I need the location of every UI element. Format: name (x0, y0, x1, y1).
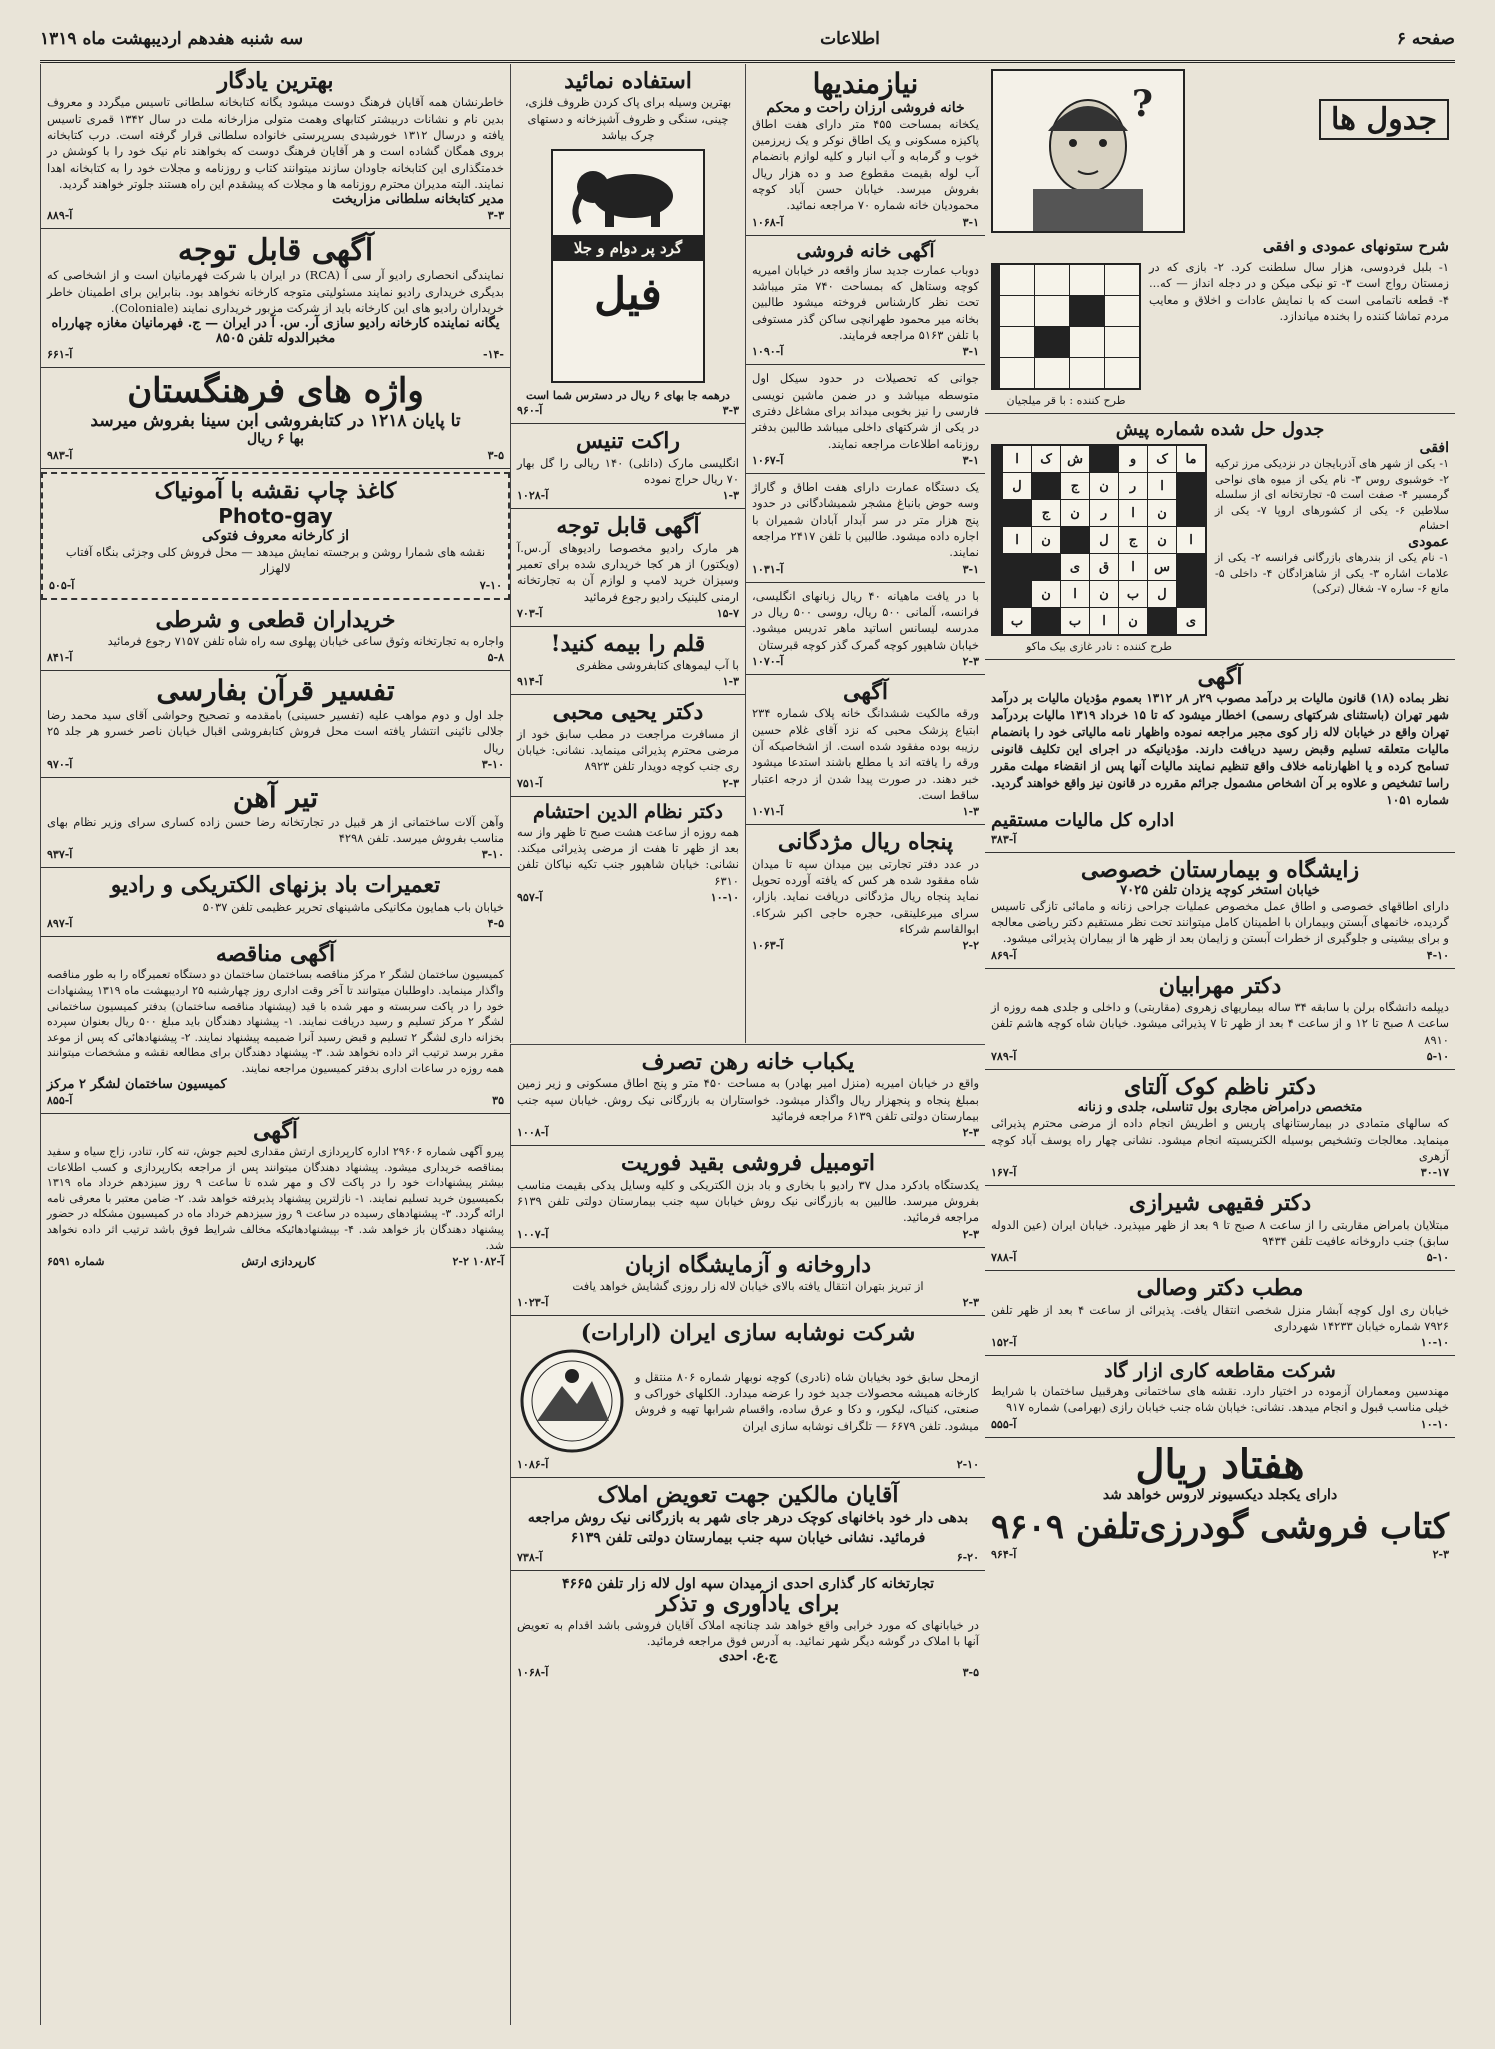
crossword-cell (1032, 473, 1060, 499)
crossword-cell: ا (1177, 527, 1205, 553)
crossword-cell: ا (1119, 554, 1147, 580)
fil-powder-package (551, 149, 705, 383)
radio-repair-ad: آگهی قابل توجه هر مارک رادیو مخصوصا رادیوهای آر.س.آ (ویکتور) از هر کجا خریداری شده برای تعمیر وسیزان خرید لامپ و لوازم آن به تجارتخانه ارمنی کلینیک رادیو رجوع فرمائید آ-۷۰۳ ۱۵-۷ (511, 509, 745, 627)
tender-notice-ad: آگهی مناقصه کمیسیون ساختمان لشگر ۲ مرکز مناقصه بساختمان ساختمان دو دستگاه تعمیرگاه را به طور مناقصه واگذار مینماید. داوطلبان میتوانند تا آخر وقت اداری روز چهارشنبه ۲۵ اردیبهشت ماه ۱۳۱۹ پیشنهادات خود را در پاکت سربسته و مهر شده با قید (پیشنهاد مناقصه ساختمان) بدفتر کمیسیون ساختمانی لشگر ۲ مرکز تسلیم و رسید دریافت نمایند. ۱- پیشنهاد دهندگان باید مبلغ ۵۰۰ ریال بعنوان سپرده بخزانه داری لشگر ۲ تسلیم و قبض رسید آنرا ضمیمه پیشنهاد نمایند. ۲- پیشنهادهائی که پس از موعد مقرر برسد ترتیب اثر داده نخواهد شد. ۳- پیشنهاد دهندگان برای مطالعه نقشه و مشخصات میتوانند همه روزه در ساعات اداری بدفتر کمیسیون مراجعه نمایند. کمیسیون ساختمان لشگر ۲ مرکز آ-۸۵۵ ۳۵ (41, 937, 510, 1114)
hospital-address: خیابان استخر کوچه یزدان تلفن ۷۰۲۵ (1120, 882, 1320, 898)
crossword-cell (1061, 527, 1089, 553)
job-ad: جوانی که تحصیلات در حدود سیکل اول متوسطه میباشد و در ضمن ماشین نویسی فارسی را نیز بخوبی میداند برای مشاغل دفتری در یکی از شرکتهای داخلی میباشد طالبین بدفتر روزنامه اطلاعات مراجعه نمایند. آ-۱۰۶۷ ۳-۱ (746, 365, 985, 474)
doctor-faghihi-ad: دکتر فقیهی شیرازی مبتلایان بامراض مقاربتی را از ساعت ۸ صبح تا ۹ بعد از ظهر میپذیرد. خیابان ایران (عین الدوله سابق) جنب داروخانه عافیت تلفن ۹۴۳۴ آ-۷۸۸ ۵-۱۰ (985, 1186, 1455, 1271)
mortgage-house-ad: یکباب خانه رهن تصرف واقع در خیابان امیریه (منزل امیر بهادر) به مساحت ۴۵۰ متر و پنج اطاق مسکونی و زیر زمین بمبلغ پنجاه و پنجهزار ریال واگذار میشود. خواستاران به بازرگانی نیک روش. خیابان سپه جنب بیمارستان دولتی تلفن ۶۱۳۹ مراجعه فرمائید آ-۱۰۰۸ ۲-۳ (511, 1045, 985, 1146)
tax-notice-body: نظر بماده (۱۸) قانون مالیات بر درآمد مصوب ۲۹ر ۸ر ۱۳۱۲ بعموم مؤدیان مالیات بر درآمد شهر تهران (باستثنای شرکتهای رسمی) اخطار میشود که تا ۱۵ خرداد ۱۳۱۹ مالیات بردرآمد تهران واقع در خیابان لاله زار کوی مجبر مراجعه نموده واظهار نامه مالیاتی خود را بانضمام مالیات متعلقه تسلیم وقبض رسید دریافت دارند. مؤدیانیکه در اجرای این تکلیف قانونی تسامح کرده و یا اظهارنامه خلاف واقع تنظیم نمایند مالیات آنها پس از انقضاء مهلت مقرر راسا تشخیص و علاوه بر آن اشخاص مشمول جرائم مقرره در قانون نیز واقع خواهند گردید. شماره ۱۰۵۱ (991, 691, 1449, 808)
crossword-cell: ا (1090, 608, 1118, 634)
crossword-cell (1177, 500, 1205, 526)
crossword-cell: ن (1148, 527, 1176, 553)
across-clues: ۱- یکی از شهر های آذربایجان در نزدیکی مرز ترکیه ۲- خوشبوی روس ۳- نام یکی از میوه های نواحی گرمسیر ۴- صفت است ۵- تجارتخانه ای از سلسله سلاطین ۶- یکی از کشورهای اروپا ۷- یکی از احشام (1215, 457, 1449, 533)
crossword-cell: ل (1090, 527, 1118, 553)
svg-text:?: ? (1131, 83, 1153, 125)
crossword-cell: ر (1090, 500, 1118, 526)
crossword-cell: ا (1148, 473, 1176, 499)
down-title: عمودی (1408, 534, 1449, 551)
crossword-cell: ج (1119, 527, 1147, 553)
ad-code: آ-۳۸۳ (991, 832, 1017, 846)
crossword-cell (1003, 500, 1031, 526)
language-class-ad: با در یافت ماهیانه ۴۰ ریال زبانهای انگلیسی، فرانسه، آلمانی ۵۰۰ ریال، روسی ۵۰۰ ریال در مدرسه لیسانس اساتید ماهر تدریس میشود. خیابان شاهپور کوچه گمرک گذر کوچه قبرستان آ-۱۰۷۰ ۲-۳ (746, 583, 985, 675)
crossword-author: طرح کننده : با قر میلجیان (1006, 394, 1126, 407)
army-procurement-ad: آگهی پیرو آگهی شماره ۲۹۶۰۶ اداره کارپردازی ارتش مقداری لحیم جوش، تنه کار، تنادر، زاج سیاه و سفید بمناقصه خریداری میشود. پیشنهاد دهندگان میتوانند پس از مراجعه بکارپردازی و کسب اطلاعات بیشتر پیشنهادات خود را در پاکت لاک و مهر شده تا ساعت ۹ روز سیزدهم خرداد ماه ۱۳۱۹ بکمیسیون خرید تسلیم نمایند. ۱- نازلترین پیشنهاد پذیرفته خواهد شد. ۲- ضامن معتبر با معرفی نامه ارائه گردد. ۳- پیشنهادهای رسیده در ساعت ۹ روز سیزدهم خرداد ماه در کمیسیون مشکله در حضور پیشنهاد دهندگان باز خواهد شد. ۴- بپیشنهادهائیکه مخالف شرایط فوق باشد ترتیب اثر داده نخواهد شد. شماره ۶۵۹۱ کارپردازی ارتش ۲-۲ آ-۱۰۸۲ (47, 1117, 505, 1269)
crossword-2-author: طرح کننده : نادر غازی بیک ماکو (1025, 640, 1173, 653)
tennis-racket-ad: راکت تنیس انگلیسی مارک (دانلی) ۱۴۰ ریالی را گل بهار ۷۰ ریال حراج نموده آ-۱۰۲۸ ۱-۳ (511, 424, 745, 509)
crossword-grid-empty (991, 263, 1141, 390)
crossword-cell (1148, 608, 1176, 634)
crossword-1 (985, 64, 1455, 414)
crossword-cell: ل (1003, 473, 1031, 499)
ararat-drinks-ad: شرکت نوشابه سازی ایران (ارارات) ازمحل سابق خود بخیابان شاه (نادری) کوچه نوبهار شماره ۸۰۶ منتقل و کارخانه همیشه محصولات جدید خود را عرضه میدارد. الکلهای خوراکی و صنعتی، کنیاک، لیکور، و دکا و عرق ساده، واقسام شرابها تهیه و فروش میشود. تلفن ۶۶۷۹ — تلگراف نوشابه سازی ایران آ-۱۰۸۶ ۲-۱۰ (511, 1316, 985, 1478)
newspaper-name: اطلاعات (820, 29, 880, 49)
reminder-ad: تجارتخانه کار گذاری احدی از میدان سپه اول لاله زار تلفن ۴۶۶۵ برای یادآوری و تذکر در خیابانهای که مورد خرابی واقع خواهد شد چنانچه املاک آقایان فروشی باشد اقدام به تعویض آنها با املاک در گوشه دیگر شهر نمائید. به آدرس فوق مراجعه فرمائید. ج.ع. احدی آ-۱۰۶۸ ۳-۵ (517, 1575, 979, 1680)
doctor-ehtesham-ad: دکتر نظام الدین احتشام همه روزه از ساعت هشت صبح تا ظهر واز سه بعد از ظهر تا هفت از مرضی پذیرائی میکند. نشانی: خیابان شاهپور جنب تکیه نیاکان تلفن ۶۳۱۰ آ-۹۵۷ ۱۰-۱۰ (517, 800, 739, 904)
doctor-mohebbi-ad: دکتر یحیی محبی از مسافرت مراجعت در مطب سابق خود از مرضی محترم پذیرائی مینماید. نشانی: خیابان ری جنب کوچه دویدار تلفن ۸۹۲۳ آ-۷۵۱ ۲-۳ (511, 695, 745, 796)
crossword-2-title: جدول حل شده شماره پیش (1115, 419, 1325, 440)
bookstore-ad: هفتاد ریال دارای یکجلد دیکسیونر لاروس خواهد شد کتاب فروشی گودرزی تلفن ۹۶۰۹ آ-۹۶۴ ۲-۳ (991, 1440, 1449, 1562)
crossword-cell: ن (1090, 581, 1118, 607)
car-sale-ad: اتومبیل فروشی بقید فوریت یکدستگاه بادکرد مدل ۳۷ رادیو با بخاری و باد بزن الکتریکی و کلیه وسایل یدکی بقیمت مناسب بفروش میرسد. طالبین به بازرگانی نیک روش خیابان سپه جنب بیمارستان دولتی تلفن ۶۱۳۹ مراجعه فرمائید. آ-۱۰۰۷ ۲-۳ (511, 1146, 985, 1247)
fan-repair-ad: تعمیرات باد بزنهای الکتریکی و رادیو خیابان باب همایون مکانیکی ماشینهای تحریر عظیمی تلفن ۵۰۳۷ آ-۸۹۷ ۴-۵ (41, 868, 510, 937)
pharmacy-ad: داروخانه و آزمایشگاه ازبان از تبریز بتهران انتقال یافته بالای خیابان لاله زار روزی گشایش خواهد یافت آ-۱۰۲۳ ۲-۳ (511, 1248, 985, 1317)
crossword-subtitle: شرح ستونهای عمودی و افقی (1262, 237, 1449, 255)
library-ad: بهترین یادگار خاطرنشان همه آقایان فرهنگ دوست میشود یگانه کتابخانه سلطانی تاسیس میگردد و معروف بدین نام و نشانات دربیشتر کتابهای وهمت متولی مزارخانه ملت در سال ۱۳۴۲ قمری تاسیس یافته و درسال ۱۳۱۲ خورشیدی بسرپرستی خانواده سلطانی قرار گرفته است. درب کتابخانه بروی همگان گشاده است و هر آقایان فرهنگ دوست که بخواهند نام نیک خود را با کوشش در خدمتگذاری این کتابخانه جاودان سازند میتوانند کتاب و روزنامه و مجلات خود را به کتابخانه اهدا نمایند. البته مدیران محترم روزنامه ها و مجلات که پیشقدم این راه هستند جلوتر خواهند گردید. مدیر کتابخانه سلطانی مزاریخت آ-۸۸۹ ۳-۳ (41, 64, 510, 229)
puzzle-illustration (991, 69, 1185, 233)
crossword-cell: ج (1061, 473, 1089, 499)
crossword-cell: ا (1003, 446, 1031, 472)
house-sale-ad: آگهی خانه فروشی دوباب عمارت جدید ساز واقعه در خیابان امیریه کوچه وستاهل که بمساحت ۷۴۰ متر میباشد تحت نظر کارشناس فروخته میشود طالبین بخانه میر محمود طهرانچی ساکن گذر مستوفی با تلفن ۵۱۶۳ مراجعه فرمایند. آ-۱۰۹۰ ۳-۱ (746, 236, 985, 366)
hospital-body: دارای اطاقهای خصوصی و اطاق عمل مخصوص عملیات جراحی زنانه و مامائی تازگی تاسیس گردیده، خانمهای آبستن وبیماران با اطمینان کامل میتوانند تحت نظر مستقیم دکتر ریاضی معالجه و برای بیشینی و جلوگیری از خطرات آبستن و زایمان بعد از ظهر ها از بیماران پذیرائی میشود. (991, 898, 1449, 946)
fil-band-text: گرد پر دوام و جلا (553, 235, 703, 261)
crossword-cell: ج (1032, 500, 1060, 526)
page-number: صفحه ۶ (1396, 29, 1455, 49)
crossword-cell: ل (1148, 581, 1176, 607)
photo-paper-ad: کاغذ چاپ نقشه با آمونیاک Photo-gay از کارخانه معروف فتوکی نقشه های شمارا روشن و برجسته نمایش میدهد — محل فروش کلی وجزئی بنگاه آفتاب لالهزار آ-۵۰۵ ۷-۱۰ (41, 472, 510, 600)
hospital-title: زایشگاه و بیمارستان خصوصی (1080, 856, 1360, 883)
crossword-cell: ب (1003, 608, 1031, 634)
crossword-cell: ن (1032, 527, 1060, 553)
column-4 (40, 64, 510, 2025)
crossword-cell (1003, 581, 1031, 607)
crossword-cell: ن (1148, 500, 1176, 526)
crossword-cell: ی (1061, 554, 1089, 580)
rca-radio-ad: آگهی قابل توجه نمایندگی انحصاری رادیو آر سی آ (RCA) در ایران با شرکت فهرمانیان است و از اشخاصی که بدیگری خریداری رادیو نمایند مسئولیتی متوجه کارخانه نخواهد بود. بنابراین برای اطمینان خاطر خریداران رادیو های این کارخانه باید از شرکت مزبور خریداری نمایند (Coloniale). یگانه نماینده کارخانه رادیو سازی آر. س. آ در ایران — ج. فهرمانیان مغازه چهارراه مخبرالدوله تلفن ۸۵۰۵ آ-۶۶۱ -۱۴- (41, 229, 510, 368)
crossword-clues: ۱- بلبل فردوسی، هزار سال سلطنت کرد. ۲- بازی که در زمستان رواج است ۳- تو نیکی میکن و در دجله انداز — که... ۴- قطعه ناتمامی است که با نمایش عادات و اخلاق و معایب مردم تماشا کننده را بخندہ میاندازد. (1149, 260, 1449, 323)
crossword-cell (1032, 554, 1060, 580)
crossword-cell: ب (1061, 608, 1089, 634)
crossword-cell: ن (1090, 473, 1118, 499)
fil-brand-name: فیل (594, 269, 662, 321)
crossword-cell: ش (1061, 446, 1089, 472)
crossword-cell (1090, 446, 1118, 472)
crossword-cell: ر (1119, 473, 1147, 499)
fil-powder-ad: استفاده نمائید بهترین وسیله برای پاک کردن ظروف فلزی، چینی، سنگی و ظروف آشپزخانه و دستهای چرک بیاشد گرد پر دوام و جلا فیل درهمه جا بهای ۶ ریال در دسترس شما است آ-۹۶۰ ۳-۳ (511, 64, 745, 424)
crossword-cell: ن (1119, 608, 1147, 634)
crossword-title: جدول ها (1319, 99, 1449, 140)
crossword-cell: ن (1032, 581, 1060, 607)
crossword-cell (1177, 473, 1205, 499)
column-2 (745, 64, 985, 1043)
down-clues: ۱- نام یکی از بندرهای بازرگانی فرانسه ۲- یکی از علامات اشاره ۳- یکی از شاهزادگان ۴- داخلی ۵- مانع ۶- ساره ۷- شغال (ترکی) (1215, 551, 1449, 596)
column-1 (985, 64, 1455, 2025)
crossword-cell: ک (1148, 446, 1176, 472)
page-header (40, 18, 1455, 63)
contractor-ad: شرکت مقاطعه کاری ازار گاد مهندسین ومعماران آزموده در اختیار دارد. نقشه های ساختمانی وهرقبیل ساختمان با شرایط خیلی مناسب قبول و انجام میدهد. نشانی: خیابان شاه جنب خیابان رازی (بهرامی) شماره ۹۱۷ آ-۵۵۵ ۱۰-۱۰ (985, 1356, 1455, 1438)
bookstore-price: هفتاد ریال (1135, 1440, 1305, 1488)
bookstore-phone: تلفن ۹۶۰۹ (991, 1506, 1140, 1547)
crossword-cell (1177, 554, 1205, 580)
crossword-grid-solved (991, 444, 1207, 636)
doctor-altay-ad: دکتر ناظم کوک آلتای متخصص درامراض مجاری بول تناسلی، جلدی و زنانه که سالهای متمادی در بیمارستانهای پاریس و اطریش انجام داده از مرضی محترم پذیرائی مینماید. معالجات وتشخیص بوسیله الکتریسیته انجام میشود. نشانی چهار راه یوسف آباد کوچه آزهری آ-۱۶۷ ۳۰-۱۷ (985, 1070, 1455, 1186)
buyers-ad: خریداران قطعی و شرطی واجاره به تجارتخانه وثوق ساعی خیابان پهلوی سه راه شاه تلفن ۷۱۵۷ رجوع فرمائید آ-۸۴۱ ۵-۸ (41, 603, 510, 672)
doctor-mehrabian-ad: دکتر مهرابیان دیپلمه دانشگاه برلن با سابقه ۳۴ ساله بیماریهای زهروی (مقاربتی) و داخلی و جلدی همه روزه از ساعت ۸ صبح تا ۱۲ و از ساعت ۴ بعد از ظهر تا ۷ پذیرائی میشود. خیابان شاه کوچه هاشم تلفن ۸۹۱۰ آ-۷۸۹ ۵-۱۰ (985, 969, 1455, 1070)
rent-ad: یک دستگاه عمارت دارای هفت اطاق و گاراژ وسه حوض بانباغ مشجر شمیشادگانی در حدود پنج هزار متر در سر آبدار آبادان شمیران با اجاره داده میشود. طالبین با تلفن ۲۴۱۷ مراجعه نمایند. آ-۱۰۳۱ ۳-۱ (746, 474, 985, 583)
photo-gay-brand: Photo-gay (218, 503, 333, 528)
lost-deed-ad: آگهی ورقه مالکیت ششدانگ خانه پلاک شماره ۲۳۴ ابتیاع پزشک محبی که نزد آقای غلام حسین رزیبه بوده مفقود شده است. از اشخاصیکه آن ورقه را یافته اند یا مطلع باشند استدعا میشود خبر دهند. در صورت پیدا شدن از درجه اعتبار ساقط است. آ-۱۰۷۱ ۱-۳ (746, 675, 985, 825)
crossword-cell: ا (1003, 527, 1031, 553)
hospital-ad: زایشگاه و بیمارستان خصوصی خیابان استخر کوچه یزدان تلفن ۷۰۲۵ دارای اطاقهای خصوصی و اطاق عمل مخصوص عملیات جراحی زنانه و مامائی تازگی تاسیس گردیده، خانمهای آبستن وبیماران با اطمینان کامل میتوانند تحت نظر مستقیم دکتر ریاضی معالجه و برای بیشینی و جلوگیری از خطرات آبستن و زایمان بعد از ظهر ها از بیماران پذیرائی میشود. آ-۸۶۹ ۴-۱۰ (985, 853, 1455, 969)
crossword-cell: ی (1177, 608, 1205, 634)
puzzled-man-illustration (993, 71, 1183, 231)
crossword-cell: ما (1177, 446, 1205, 472)
ararat-logo-icon (517, 1346, 627, 1456)
crossword-cell (1032, 608, 1060, 634)
crossword-cell: ب (1119, 581, 1147, 607)
tax-notice (985, 660, 1455, 853)
pen-ad: قلم را بیمه کنید! با آب لیموهای کتابفروشی مظفری آ-۹۱۴ ۱-۳ (511, 627, 745, 696)
academy-words-ad: واژه های فرهنگستان تا پایان ۱۲۱۸ در کتابفروشی ابن سینا بفروش میرسد بها ۶ ریال آ-۹۸۳ ۳-۵ (41, 368, 510, 468)
reward-ad: پنجاه ریال مژدگانی در عدد دفتر تجارتی بین میدان سپه تا میدان شاه مفقود شده هر کس که یافته آورده تحویل نماید پنجاه ریال مژدگانی دریافت نماید. بازار، سرای میرعلینقی، حجره حاجی اکبر شرکاء. ابوالقاسم شرکاء آ-۱۰۶۳ ۲-۲ (752, 829, 979, 953)
column-3 (510, 64, 745, 1043)
crossword-cell: ا (1119, 500, 1147, 526)
crossword-cell: ک (1032, 446, 1060, 472)
across-title: افقی (1419, 440, 1449, 456)
crossword-cell (1003, 554, 1031, 580)
tax-notice-title: آگهی (1197, 664, 1243, 690)
bookstore-name: کتاب فروشی گودرزی (1139, 1506, 1449, 1547)
steel-beam-ad: تیر آهن وآهن آلات ساختمانی از هر قبیل در تجارتخانه رضا حسن زاده کساری سرای وزیر نظام بهای مناسب بفروش میرسد. تلفن ۴۲۹۸ آ-۹۳۷ ۳-۱۰ (41, 778, 510, 868)
elephant-icon (553, 151, 703, 231)
crossword-cell: ن (1061, 500, 1089, 526)
column-2-3-lower (510, 1044, 985, 2025)
crossword-cell: و (1119, 446, 1147, 472)
crossword-cell: س (1148, 554, 1176, 580)
crossword-2 (985, 414, 1455, 660)
property-exchange-ad: آقایان مالکین جهت تعویض املاک بدهی دار خود باخانهای کوچک درهر جای شهر به بازرگانی نیک روش مراجعه فرمائید. نشانی خیابان سپه جنب بیمارستان دولتی تلفن ۶۱۳۹ آ-۷۳۸ ۶-۲۰ (511, 1478, 985, 1570)
crossword-cell: ق (1090, 554, 1118, 580)
crossword-cell: ا (1061, 581, 1089, 607)
quran-ad: تفسیر قرآن بفارسی جلد اول و دوم مواهب علیه (تفسیر حسینی) بامقدمه و تصحیح وحواشی آقای سید محمد رضا جلالی نائینی انتشار یافته است محل فروش کتابفروشی اقبال خیابان ناصر خسرو هر جلد ۲۵ ریال آ-۹۷۰ ۳-۱۰ (41, 671, 510, 778)
doctor-vesali-ad: مطب دکتر وصالی خیابان ری اول کوچه آبشار منزل شخصی انتقال یافت. پذیرائی از ساعت ۴ بعد از ظهر تلفن ۷۹۲۶ شماره خیابان ۱۴۲۳۳ شهرداری آ-۱۵۲ ۱۰-۱۰ (985, 1271, 1455, 1356)
tax-notice-sign: اداره کل مالیات مستقیم (991, 809, 1175, 831)
issue-date: سه شنبه هفدهم اردیبهشت ماه ۱۳۱۹ (40, 29, 304, 49)
crossword-cell (1177, 581, 1205, 607)
classifieds-header: نیازمندیها خانه فروشی ارزان راحت و محکم یکخانه بمساحت ۴۵۵ متر دارای هفت اطاق پاکیزه مسکونی و یک اطاق نوکر و یک زیرزمین خوب و گرمابه و آب انبار و کلیه لوازم بانضمام آب لوله بقیمت مقطوع صد و ده هزار ریال بفروش میرسد. خیابان حسن آباد کوچه محمودیان خانه شماره ۷۰ مراجعه نمائید. آ-۱۰۶۸ ۳-۱ (746, 64, 985, 236)
